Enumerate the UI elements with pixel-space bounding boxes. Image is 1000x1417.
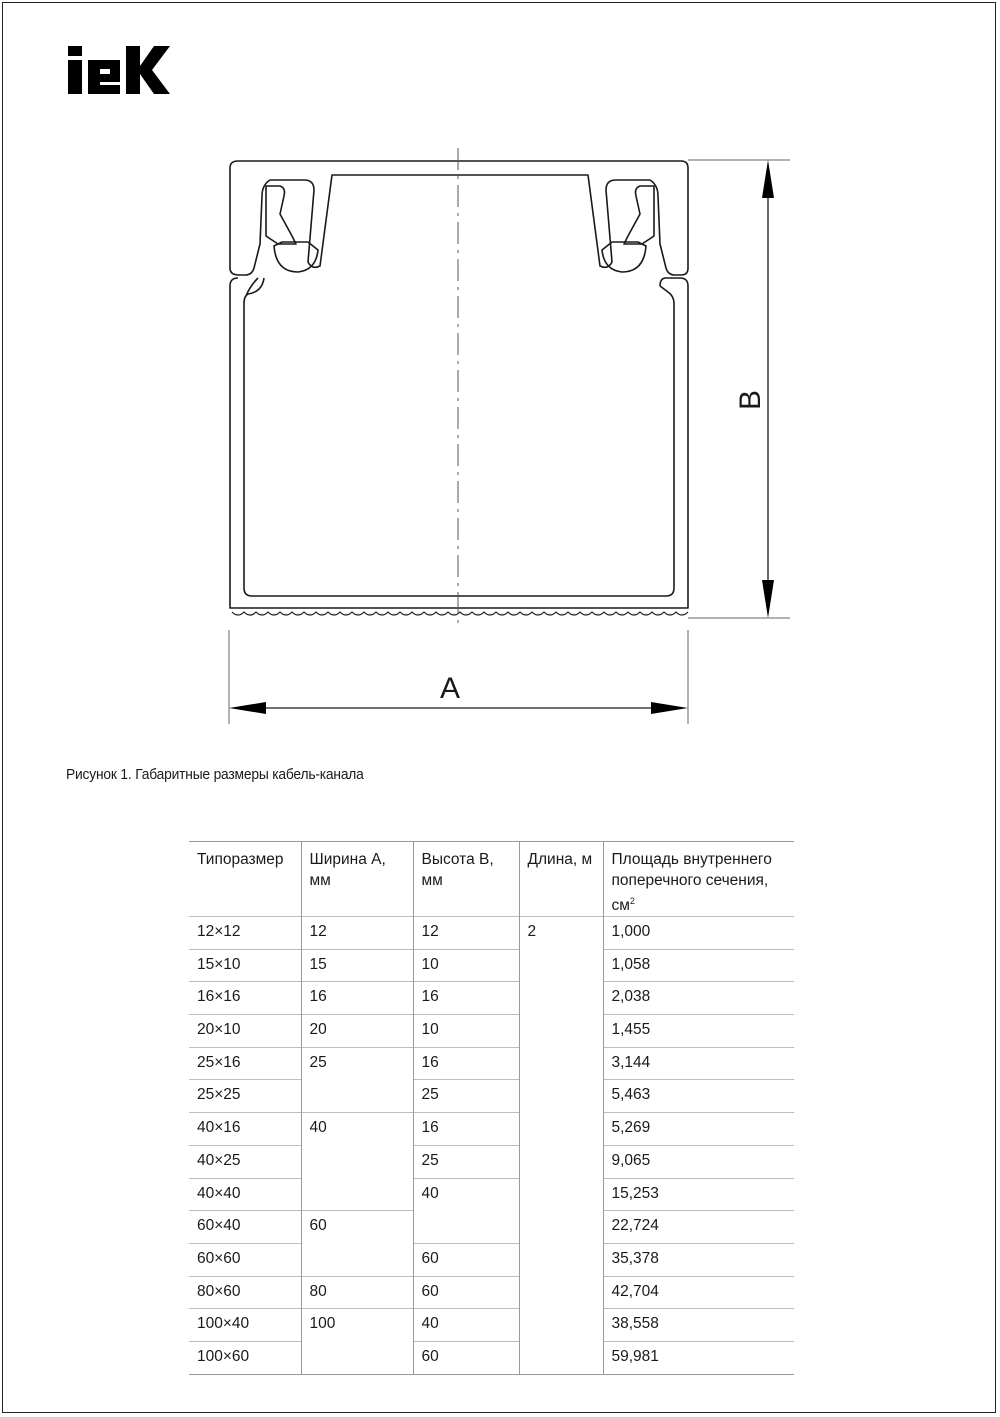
header-area-line1: Площадь внутреннего bbox=[611, 851, 772, 868]
base-inner bbox=[244, 286, 674, 596]
table-row bbox=[189, 917, 794, 950]
cell-height bbox=[413, 1211, 519, 1244]
cell-length bbox=[519, 1015, 603, 1048]
label-b: B bbox=[734, 389, 767, 411]
cell-area: 5,269 bbox=[603, 1113, 794, 1146]
cell-height: 16 bbox=[413, 1113, 519, 1146]
table-row bbox=[189, 1145, 794, 1178]
cell-width bbox=[301, 1145, 413, 1178]
table-row bbox=[189, 1243, 794, 1276]
cell-area: 38,558 bbox=[603, 1309, 794, 1342]
cell-area: 59,981 bbox=[603, 1341, 794, 1374]
table-row bbox=[189, 1211, 794, 1244]
cell-area: 9,065 bbox=[603, 1145, 794, 1178]
cell-height: 25 bbox=[413, 1145, 519, 1178]
cell-type: 80×60 bbox=[189, 1276, 301, 1309]
cell-width: 80 bbox=[301, 1276, 413, 1309]
cell-type: 100×60 bbox=[189, 1341, 301, 1374]
header-length: Длина, м bbox=[519, 842, 603, 917]
cell-height: 60 bbox=[413, 1341, 519, 1374]
cell-length bbox=[519, 1145, 603, 1178]
cell-area: 1,455 bbox=[603, 1015, 794, 1048]
cell-area: 35,378 bbox=[603, 1243, 794, 1276]
table-row bbox=[189, 982, 794, 1015]
table-row bbox=[189, 1341, 794, 1374]
header-type: Типоразмер bbox=[189, 842, 301, 917]
cell-width: 100 bbox=[301, 1309, 413, 1342]
cell-type: 15×10 bbox=[189, 949, 301, 982]
cell-width: 20 bbox=[301, 1015, 413, 1048]
cell-length bbox=[519, 1276, 603, 1309]
label-a: A bbox=[439, 672, 461, 705]
cell-width bbox=[301, 1341, 413, 1374]
cell-length bbox=[519, 1178, 603, 1211]
right-latch bbox=[624, 186, 654, 244]
header-area-unit-sup: 2 bbox=[629, 896, 635, 906]
cell-area: 5,463 bbox=[603, 1080, 794, 1113]
cell-length bbox=[519, 1211, 603, 1244]
cell-width bbox=[301, 1080, 413, 1113]
cell-type: 40×25 bbox=[189, 1145, 301, 1178]
header-height: Высота В, мм bbox=[413, 842, 519, 917]
left-latch bbox=[266, 186, 296, 244]
cell-type: 60×60 bbox=[189, 1243, 301, 1276]
cell-type: 25×25 bbox=[189, 1080, 301, 1113]
cell-type: 60×40 bbox=[189, 1211, 301, 1244]
lid-outline bbox=[230, 161, 688, 275]
cell-area: 2,038 bbox=[603, 982, 794, 1015]
cell-type: 12×12 bbox=[189, 917, 301, 950]
cell-length bbox=[519, 982, 603, 1015]
table-header-row bbox=[189, 842, 794, 917]
cell-length bbox=[519, 1047, 603, 1080]
cell-height: 12 bbox=[413, 917, 519, 950]
cell-type: 25×16 bbox=[189, 1047, 301, 1080]
table-row bbox=[189, 1276, 794, 1309]
table-row bbox=[189, 1309, 794, 1342]
cell-height: 10 bbox=[413, 1015, 519, 1048]
cell-length bbox=[519, 1341, 603, 1374]
cell-height: 40 bbox=[413, 1309, 519, 1342]
serrated-bottom bbox=[232, 612, 688, 615]
cell-height: 16 bbox=[413, 1047, 519, 1080]
left-latch-bead bbox=[274, 242, 318, 272]
cell-width: 60 bbox=[301, 1211, 413, 1244]
right-latch-bead bbox=[602, 242, 646, 272]
cell-height: 40 bbox=[413, 1178, 519, 1211]
table-row bbox=[189, 1015, 794, 1048]
header-width: Ширина А, мм bbox=[301, 842, 413, 917]
header-area-line2: поперечного сечения, см bbox=[611, 872, 769, 914]
cell-height: 60 bbox=[413, 1276, 519, 1309]
table-row bbox=[189, 1178, 794, 1211]
cell-length bbox=[519, 949, 603, 982]
cell-height: 60 bbox=[413, 1243, 519, 1276]
cell-area: 42,704 bbox=[603, 1276, 794, 1309]
cell-area: 1,000 bbox=[603, 917, 794, 950]
cell-height: 10 bbox=[413, 949, 519, 982]
cell-width: 40 bbox=[301, 1113, 413, 1146]
cell-type: 16×16 bbox=[189, 982, 301, 1015]
cell-type: 40×16 bbox=[189, 1113, 301, 1146]
cell-type: 20×10 bbox=[189, 1015, 301, 1048]
cell-height: 16 bbox=[413, 982, 519, 1015]
table-row bbox=[189, 1047, 794, 1080]
table-row bbox=[189, 1113, 794, 1146]
cell-length bbox=[519, 1243, 603, 1276]
table-row bbox=[189, 949, 794, 982]
cell-width: 12 bbox=[301, 917, 413, 950]
cell-area: 3,144 bbox=[603, 1047, 794, 1080]
cell-length bbox=[519, 1309, 603, 1342]
base-outer bbox=[230, 278, 688, 608]
cell-area: 15,253 bbox=[603, 1178, 794, 1211]
cell-width bbox=[301, 1178, 413, 1211]
cell-length: 2 bbox=[519, 917, 603, 950]
figure-caption: Рисунок 1. Габаритные размеры кабель-канала bbox=[66, 766, 364, 783]
cell-width: 25 bbox=[301, 1047, 413, 1080]
cell-width: 16 bbox=[301, 982, 413, 1015]
dimensions-table bbox=[189, 841, 794, 1375]
table-row bbox=[189, 1080, 794, 1113]
cell-width bbox=[301, 1243, 413, 1276]
cell-length bbox=[519, 1113, 603, 1146]
cell-type: 100×40 bbox=[189, 1309, 301, 1342]
header-area bbox=[603, 842, 794, 917]
cell-area: 22,724 bbox=[603, 1211, 794, 1244]
cell-area: 1,058 bbox=[603, 949, 794, 982]
cell-width: 15 bbox=[301, 949, 413, 982]
cell-type: 40×40 bbox=[189, 1178, 301, 1211]
cell-length bbox=[519, 1080, 603, 1113]
cell-height: 25 bbox=[413, 1080, 519, 1113]
